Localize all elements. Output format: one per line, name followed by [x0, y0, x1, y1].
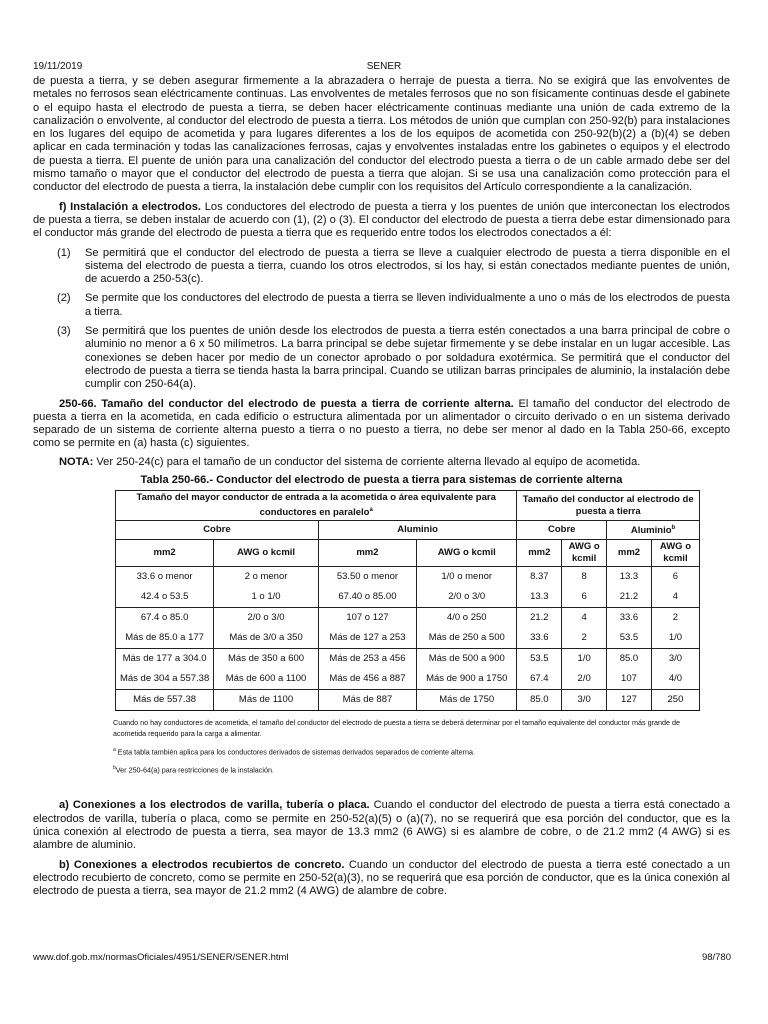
- nota-label: NOTA:: [59, 455, 94, 468]
- paragraph-b-text: Cuando un conductor del electrodo de puesta a tierra esté conectado a un electrodo recubierto de concreto, como se permite en 250-52(a)(3), no se requerirá que esa porción de conductor, que es la única conexión al electrodo de puesta a tierra, sea mayor de 21.2 mm2 (4 AWG) de alambre de cobre.: [33, 858, 730, 898]
- table-cell: 33.6: [607, 607, 652, 628]
- table-cell: 53.50 o menor: [318, 566, 416, 587]
- table-cell: 2: [651, 607, 699, 628]
- table-note-sup: b: [113, 765, 116, 772]
- table-cell: Más de 500 a 900: [417, 648, 517, 669]
- table-note-text: Ver 250-64(a) para restricciones de la instalación.: [115, 765, 274, 775]
- table-cell: Más de 127 a 253: [318, 628, 416, 649]
- table-header-left-sup: a: [369, 507, 373, 514]
- table-cell: 4: [651, 587, 699, 608]
- table-cell: 4/0 o 250: [417, 607, 517, 628]
- table-col-mm2: mm2: [116, 539, 214, 566]
- table-header-left: [116, 491, 517, 521]
- table-cell: 250: [651, 689, 699, 710]
- table-col-awg: [651, 539, 699, 566]
- table-cell: 1/0 o menor: [417, 566, 517, 587]
- paragraph-f-text: Los conductores del electrodo de puesta a tierra y los puentes de unión que interconectan los electrodos de puesta a tierra, se deben instalar de acuerdo con (1), (2) o (3). El conductor del electrodo de puesta a tierra debe estar dimensionado para el conductor más grande del electrodo de puesta a tierra que es requerido entre todos los electrodos conectados a él:: [33, 200, 730, 240]
- table-note: [113, 763, 703, 775]
- table-row: [116, 566, 700, 587]
- section-250-66: [33, 398, 730, 451]
- table-cell: 2 o menor: [214, 566, 319, 587]
- table-cell: 67.4 o 85.0: [116, 607, 214, 628]
- table-cell: 53.5: [517, 648, 562, 669]
- paragraph-a: [33, 799, 730, 852]
- table-cell: 1/0: [651, 628, 699, 649]
- table-cell: 3/0: [562, 689, 607, 710]
- table-cell: 33.6: [517, 628, 562, 649]
- table-cell: 2: [562, 628, 607, 649]
- table-cell: 85.0: [517, 689, 562, 710]
- table-caption: Tabla 250-66.- Conductor del electrodo de puesta a tierra para sistemas de corriente alterna: [140, 474, 623, 487]
- table-cell: Más de 3/0 a 350: [214, 628, 319, 649]
- list-item: [33, 247, 730, 287]
- list-item: [33, 292, 730, 319]
- table-cell: Más de 253 a 456: [318, 648, 416, 669]
- table-cell: 6: [562, 587, 607, 608]
- list-item-text: Se permitirá que el conductor del electrodo de puesta a tierra se lleve a cualquier electrodo de puesta a tierra disponible en el sistema del electrodo de puesta a tierra, cuando los otros electrodos, si los hay, si están conectados mediante puentes de unión, de acuerdo a 250-53(c).: [85, 246, 730, 286]
- list-item-number: (3): [57, 325, 71, 338]
- table-cell: 13.3: [517, 587, 562, 608]
- list-item: [33, 325, 730, 391]
- table-cell: 1/0: [562, 648, 607, 669]
- header-title: SENER: [366, 61, 402, 72]
- paragraph-a-title: a) Conexiones a los electrodos de varilla, tubería o placa.: [59, 799, 370, 812]
- table-cell: 6: [651, 566, 699, 587]
- table-cell: 53.5: [607, 628, 652, 649]
- paragraph-f-title: f) Instalación a electrodos.: [59, 200, 201, 213]
- table-cell: 2/0: [562, 669, 607, 690]
- table-col-kcmil: kcmil: [663, 552, 688, 564]
- table-header-cobre-right: Cobre: [517, 521, 607, 539]
- table-header-aluminio-right-text: Aluminio: [630, 525, 672, 537]
- table-cell: 8.37: [517, 566, 562, 587]
- table-header-right: Tamaño del conductor al electrodo de puesta a tierra: [517, 491, 700, 521]
- table-note-text: Esta tabla también aplica para los conductores derivados de sistemas derivados separados de corriente alterna.: [115, 747, 475, 757]
- paragraph-a-text: Cuando el conductor del electrodo de puesta a tierra está conectado a electrodos de varilla, tubería o placa, como se permite en 250-52(a)(5) o (a)(7), no se requerirá que esa porción del conductor, que es la única conexión al electrodo de puesta a tierra, sea mayor de 13.3 mm2 (6 AWG) si es alambre de cobre, o de 21.2 mm2 (4 AWG) si es alambre de aluminio.: [33, 799, 730, 852]
- table-header-cobre: Cobre: [116, 521, 319, 539]
- footer-url: www.dof.gob.mx/normasOficiales/4951/SENER/SENER.html: [33, 952, 289, 963]
- table-header-aluminio: Aluminio: [318, 521, 517, 539]
- table-cell: 107 o 127: [318, 607, 416, 628]
- table-cell: 8: [562, 566, 607, 587]
- section-title: 250-66. Tamaño del conductor del electrodo de puesta a tierra de corriente alterna.: [59, 397, 514, 410]
- list-item-text: Se permitirá que los puentes de unión desde los electrodos de puesta a tierra estén conectados a una barra principal de cobre o aluminio no menor a 6 x 50 milímetros. La barra principal se debe sujetar firmemente y se debe instalar en un lugar accesible. Las conexiones se deben hacer por medio de un conector aprobado o por soldadura exotérmica. Se permitirá que el conductor del electrodo de puesta a tierra se tienda hasta la barra principal. Cuando se utilizan barras principales de aluminio, la instalación debe cumplir con 250-64(a).: [85, 325, 730, 391]
- table-note: Cuando no hay conductores de acometida, el tamaño del conductor del electrodo de puesta a tierra se deberá determinar por el tamaño equivalente del conductor más grande de acometida requerido para la carga a alimentar.: [113, 717, 680, 738]
- table-note: [113, 745, 703, 757]
- table-col-awg-o: AWG o: [659, 540, 692, 552]
- list-item-number: (2): [57, 292, 71, 305]
- table-col-kcmil: kcmil: [572, 552, 597, 564]
- list-item-number: (1): [57, 246, 71, 259]
- table-row: [116, 648, 700, 669]
- table-col-awg-o: AWG o: [568, 540, 600, 552]
- table-cell: Más de 1100: [214, 689, 319, 710]
- header-date: 19/11/2019: [33, 61, 83, 72]
- table-cell: 4/0: [651, 669, 699, 690]
- table-col-mm2: mm2: [318, 539, 416, 566]
- list-item-text: Se permite que los conductores del electrodo de puesta a tierra se lleven individualmente a uno o más de los electrodos de puesta a tierra.: [85, 292, 730, 318]
- table-cell: 2/0 o 3/0: [417, 587, 517, 608]
- table-header-aluminio-right: [607, 521, 700, 539]
- table-cell: 4: [562, 607, 607, 628]
- footer-page-number: 98/780: [701, 952, 731, 963]
- table-cell: 21.2: [607, 587, 652, 608]
- table-cell: Más de 1750: [417, 689, 517, 710]
- nota-paragraph: [59, 456, 730, 469]
- table-cell: 33.6 o menor: [116, 566, 214, 587]
- paragraph-b-title: b) Conexiones a electrodos recubiertos de concreto.: [59, 858, 345, 871]
- table-header-left-text: Tamaño del mayor conductor de entrada a la acometida o área equivalente para conductores en paralelo: [136, 492, 496, 519]
- paragraph-b: [33, 859, 730, 899]
- table-cell: Más de 85.0 a 177: [116, 628, 214, 649]
- table-250-66: [115, 490, 700, 710]
- table-notes: [113, 717, 703, 776]
- table-cell: 127: [607, 689, 652, 710]
- table-cell: Más de 177 a 304.0: [116, 648, 214, 669]
- document-body: [33, 75, 730, 898]
- paragraph-envolventes: de puesta a tierra, y se deben asegurar firmemente a la abrazadera o herraje de puesta a tierra. No se exigirá que las envolventes de metales no ferrosos sean eléctricamente continuas. Las envolventes de metales ferrosos que no son físicamente continuas desde el gabinete o el equipo hasta el electrodo de puesta a tierra, se deben hacer eléctricamente continuas mediante una unión de cada extremo de la canalización o envolvente, al conductor del electrodo de puesta a tierra. Los métodos de unión que cumplan con 250-92(b) para instalaciones en los lugares del equipo de acometida y para lugares diferentes a los de los equipos de acometida con 250-92(b)(2) a (b)(4) se deben aplicar en cada terminación y todas las canalizaciones ferrosas, cajas y envolventes instaladas entre los gabinetes o equipos y el electrodo de puesta a tierra. El puente de unión para una canalización del conductor del electrodo puesta a tierra o de un cable armado debe ser del mismo tamaño o mayor que el conductor del electrodo de puesta a tierra que alojan. Si se usa una canalización como protección para el conductor del electrodo de puesta a tierra, la instalación debe cumplir con los requisitos del Artículo correspondiente a la canalización.: [33, 75, 730, 194]
- table-cell: Más de 456 a 887: [318, 669, 416, 690]
- table-cell: 107: [607, 669, 652, 690]
- table-cell: 3/0: [651, 648, 699, 669]
- table-cell: 67.40 o 85.00: [318, 587, 416, 608]
- table-cell: 2/0 o 3/0: [214, 607, 319, 628]
- nota-text: Ver 250-24(c) para el tamaño de un conductor del sistema de corriente alterna llevado al equipo de acometida.: [93, 455, 641, 468]
- table-col-awg: [562, 539, 607, 566]
- table-cell: 85.0: [607, 648, 652, 669]
- table-row: [116, 628, 700, 649]
- table-note-sup: a: [113, 746, 116, 753]
- table-cell: Más de 304 a 557.38: [116, 669, 214, 690]
- table-cell: Más de 250 a 500: [417, 628, 517, 649]
- table-cell: 42.4 o 53.5: [116, 587, 214, 608]
- table-row: [116, 587, 700, 608]
- table-col-awg: AWG o kcmil: [417, 539, 517, 566]
- table-cell: 67.4: [517, 669, 562, 690]
- table-col-awg: AWG o kcmil: [214, 539, 319, 566]
- table-cell: Más de 887: [318, 689, 416, 710]
- table-header-aluminio-sup: b: [671, 525, 676, 532]
- table-cell: 21.2: [517, 607, 562, 628]
- table-cell: Más de 900 a 1750: [417, 669, 517, 690]
- table-cell: Más de 600 a 1100: [214, 669, 319, 690]
- section-text: El tamaño del conductor del electrodo de puesta a tierra en la acometida, en cada edificio o estructura alimentada por un alimentador o circuito derivado o en un sistema derivado separado de un sistema de corriente alterna puesto a tierra o no puesto a tierra, no debe ser menor al dado en la Tabla 250-66, excepto como se permite en (a) hasta (c) siguientes.: [33, 397, 730, 450]
- table-cell: Más de 557.38: [116, 689, 214, 710]
- paragraph-f: [33, 201, 730, 241]
- table-cell: Más de 350 a 600: [214, 648, 319, 669]
- table-col-mm2: mm2: [517, 539, 562, 566]
- table-row: [116, 607, 700, 628]
- table-row: [116, 669, 700, 690]
- table-cell: 1 o 1/0: [214, 587, 319, 608]
- table-cell: 13.3: [607, 566, 652, 587]
- table-row: [116, 689, 700, 710]
- table-col-mm2: mm2: [607, 539, 652, 566]
